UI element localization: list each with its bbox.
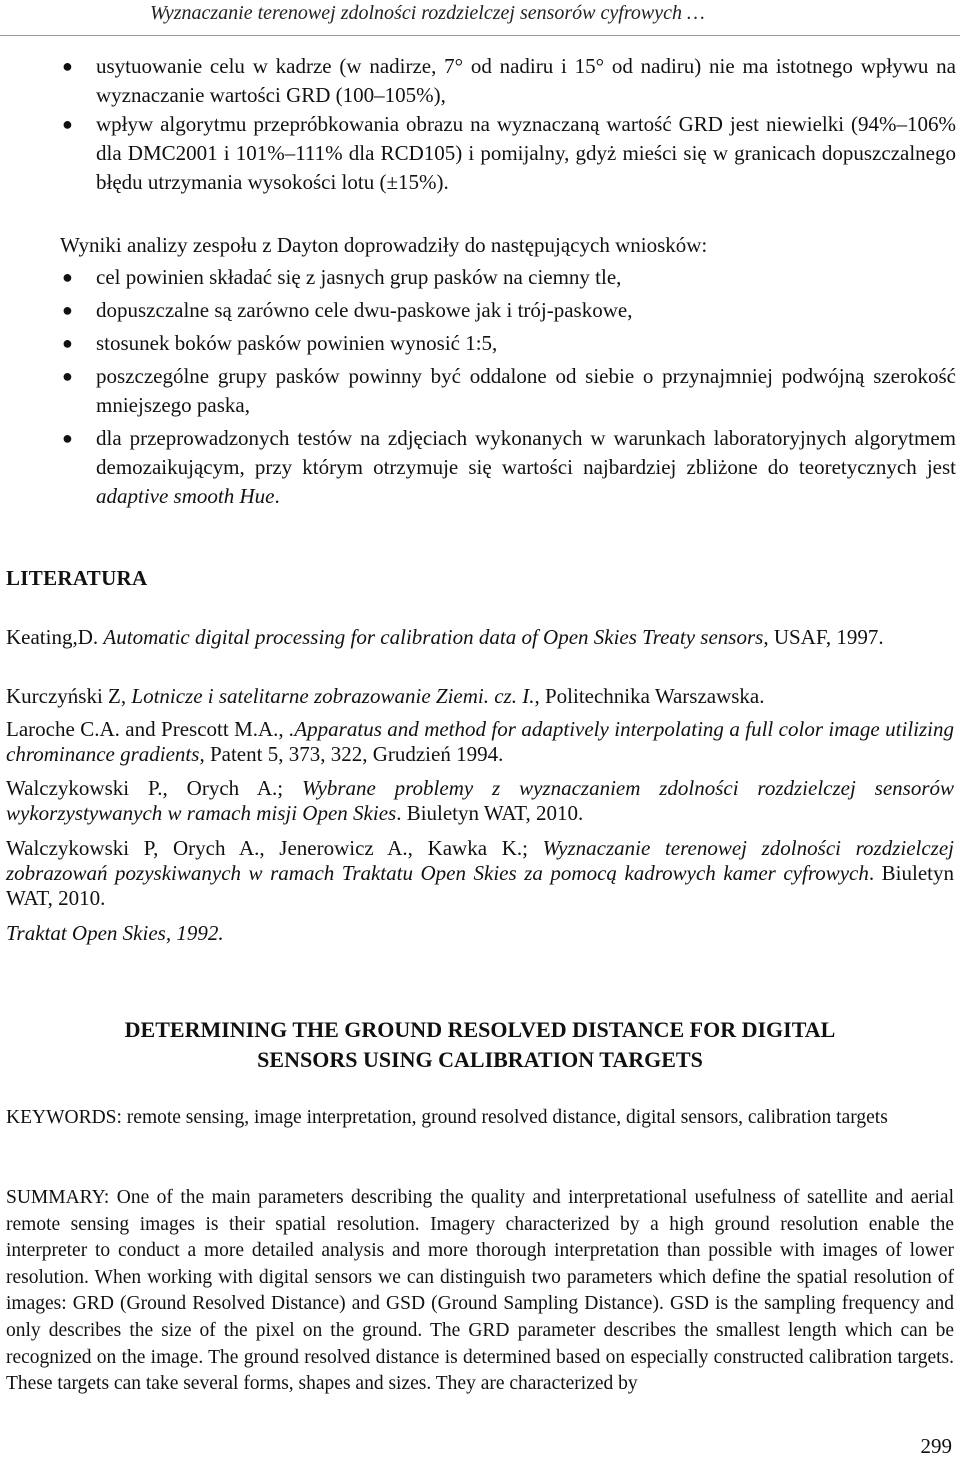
bullet-icon: ● [62,56,73,76]
reference-source: , USAF, 1997. [763,625,884,649]
reference-item [6,921,954,946]
summary-paragraph: SUMMARY: One of the main parameters describing the quality and interpretational usefulness of satellite and aerial remote sensing images is their spatial resolution. Imagery characterized by a high ground resolution enable the interpreter to conduct a more detailed analysis and more thorough interpretation than possible with images of lower resolution. When working with digital sensors we can distinguish two parameters which define the spatial resolution of images: GRD (Ground Resolved Distance) and GSD (Ground Sampling Distance). GSD is the sampling frequency and only describes the size of the pixel on the ground. The GRD parameter describes the smallest length which can be recognized on the image. The ground resolved distance is determined based on especially constructed calibration targets. These targets can take several forms, shapes and sizes. They are characterized by [6,1187,954,1395]
reference-title: Wyznaczanie terenowej zdolności rozdzielczej zobrazowań pozyskiwanych w ramach Traktatu Open Skies za pomocą kadrowych kamer cyfrowych [6,836,954,885]
reference-item [6,717,954,767]
bullet-list-top [60,52,956,197]
reference-source: , Patent 5, 373, 322, Grudzień 1994. [199,742,504,766]
keywords-paragraph: KEYWORDS: remote sensing, image interpretation, ground resolved distance, digital sensors, calibration targets [6,1107,888,1128]
running-header: Wyznaczanie terenowej zdolności rozdzielczej sensorów cyfrowych … [150,2,705,24]
list-item-text: cel powinien składać się z jasnych grup pasków na ciemny tle, [96,265,622,289]
bullet-icon: ● [62,366,73,386]
reference-authors: Kurczyński Z, [6,684,132,708]
bullet-icon: ● [62,428,73,448]
list-item [60,329,956,358]
reference-source: . Biuletyn WAT, 2010. [396,801,584,825]
bullet-list-dayton [60,263,956,511]
english-title [0,1015,960,1075]
list-item-text-end: . [274,484,280,508]
list-item-text: usytuowanie celu w kadrze (w nadirze, 7° od nadiru i 15° od nadiru) nie ma istotnego wpływu na wyznaczanie wartości GRD (100–105%), [96,54,956,107]
page-number: 299 [920,1434,952,1458]
list-item-text-main: dla przeprowadzonych testów na zdjęciach wykonanych w warunkach laboratoryjnych algorytmem demozaikującym, przy którym otrzymuje się wartości najbardziej zbliżone do teoretycznych jest [96,426,956,479]
bullet-icon: ● [62,267,73,287]
bullet-icon: ● [62,114,73,134]
english-title-line: DETERMINING THE GROUND RESOLVED DISTANCE FOR DIGITAL [124,1017,836,1042]
bullet-icon: ● [62,300,73,320]
reference-source: . Biuletyn WAT, 2010. [6,861,954,910]
list-item [60,362,956,420]
list-item [60,52,956,110]
reference-authors: Keating,D. [6,625,104,649]
reference-authors: Walczykowski P, Orych A., Jenerowicz A., Kawka K.; [6,836,543,860]
literature-heading: LITERATURA [6,566,148,590]
reference-authors: Walczykowski P., Orych A.; [6,776,302,800]
reference-title: Wybrane problemy z wyznaczaniem zdolności rozdzielczej sensorów wykorzystywanych w ramach misji Open Skies [6,776,954,825]
list-item [60,263,956,292]
reference-source: , Politechnika Warszawska. [534,684,765,708]
list-item [60,110,956,197]
list-item [60,424,956,511]
bullet-icon: ● [62,333,73,353]
reference-title: Automatic digital processing for calibration data of Open Skies Treaty sensors [103,625,764,649]
list-item-text: wpływ algorytmu przepróbkowania obrazu na wyznaczaną wartość GRD jest niewielki (94%–106% dla DMC2001 i 101%–111% dla RCD105) i pomijalny, gdyż mieści się w granicach dopuszczalnego błędu utrzymania wysokości lotu (±15%). [96,112,956,194]
english-title-line: SENSORS USING CALIBRATION TARGETS [257,1047,703,1072]
list-item-text: poszczególne grupy pasków powinny być oddalone od siebie o przynajmniej podwójną szerokość mniejszego paska, [96,364,956,417]
reference-title: Traktat Open Skies, 1992. [6,921,224,945]
dayton-intro: Wyniki analizy zespołu z Dayton doprowadziły do następujących wniosków: [60,233,708,257]
header-rule [0,35,960,36]
list-item-text: stosunek boków pasków powinien wynosić 1:5, [96,331,498,355]
list-item [60,296,956,325]
reference-item [6,684,954,709]
list-item-text-italic: adaptive smooth Hue [96,484,275,508]
reference-item [6,776,954,826]
reference-title: Lotnicze i satelitarne zobrazowanie Ziemi. cz. I. [131,684,535,708]
reference-item [6,625,954,650]
list-item-text: dopuszczalne są zarówno cele dwu-paskowe jak i trój-paskowe, [96,298,633,322]
reference-authors: Laroche C.A. and Prescott M.A., [6,717,290,741]
reference-item [6,836,954,911]
list-item-text [96,424,956,511]
reference-title: .Apparatus and method for adaptively interpolating a full color image utilizing chrominance gradients [6,717,954,766]
